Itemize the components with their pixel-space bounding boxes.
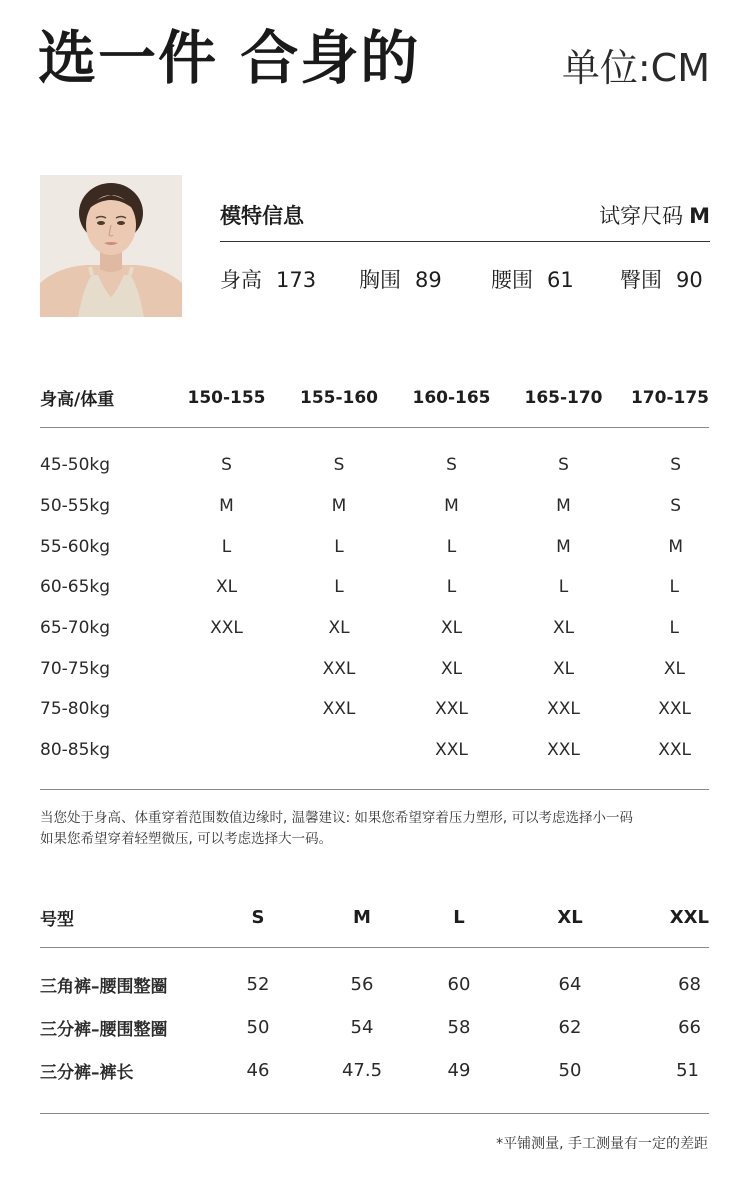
size-cell: XXL	[658, 740, 691, 761]
column-header: XL	[557, 907, 583, 929]
model-photo	[40, 175, 182, 317]
size-cell: XXL	[435, 740, 468, 761]
size-cell: XXL	[547, 740, 580, 761]
table-row	[40, 1049, 709, 1092]
size-cell: XL	[440, 658, 463, 679]
column-header: 170-175	[630, 387, 709, 408]
measure-label: 三角裤–腰围整圈	[40, 977, 168, 997]
table-row	[40, 608, 709, 649]
table-row	[40, 445, 709, 486]
size-cell: M	[444, 496, 459, 517]
size-cell: XL	[552, 658, 575, 679]
measure-cell: 49	[447, 1060, 471, 1081]
size-cell: XL	[440, 618, 463, 639]
weight-cell: 65-70kg	[40, 618, 111, 639]
measure-cell: 58	[447, 1017, 471, 1038]
table-row	[40, 526, 709, 567]
divider	[40, 1113, 709, 1114]
table-row	[40, 689, 709, 730]
measurement-label: 身高	[220, 268, 262, 292]
size-cell: L	[669, 577, 679, 598]
size-cell: S	[558, 455, 569, 476]
measure-label: 三分裤–裤长	[40, 1063, 134, 1083]
measurement-label: 胸围	[359, 268, 401, 292]
unit-label: 单位:CM	[561, 46, 710, 90]
measurement-value: 89	[415, 268, 442, 292]
weight-cell: 70-75kg	[40, 658, 111, 679]
size-cell: M	[556, 496, 571, 517]
size-cell	[170, 689, 283, 730]
measure-cell: 47.5	[341, 1060, 383, 1081]
measure-cell: 51	[676, 1060, 699, 1081]
column-header: 165-170	[524, 387, 603, 408]
size-cell: XXL	[547, 699, 580, 720]
table-row	[40, 567, 709, 608]
advice-line: 如果您希望穿着轻塑微压, 可以考虑选择大一码。	[40, 831, 333, 847]
model-bust	[359, 264, 442, 294]
size-cell: L	[334, 536, 344, 557]
measurement-footnote: *平铺测量, 手工测量有一定的差距	[496, 1136, 708, 1152]
size-cell: XXL	[322, 658, 356, 679]
column-header: 155-160	[299, 387, 379, 408]
weight-cell: 50-55kg	[40, 496, 111, 517]
advice-line: 当您处于身高、体重穿着范围数值边缘时, 温馨建议: 如果您希望穿着压力塑形, 可以考虑选择小一码	[40, 810, 634, 826]
measure-cell: 50	[558, 1060, 582, 1081]
corner-label: 身高/体重	[40, 390, 115, 411]
column-header: S	[251, 907, 265, 929]
size-cell: M	[668, 536, 683, 557]
measure-label: 三分裤–腰围整圈	[40, 1020, 168, 1040]
size-cell: XXL	[658, 699, 691, 720]
size-cell: XXL	[210, 618, 243, 639]
size-cell: XXL	[435, 699, 468, 720]
measurement-value: 90	[676, 268, 703, 292]
size-cell: S	[333, 455, 345, 476]
measure-cell: 66	[678, 1017, 701, 1038]
weight-cell: 60-65kg	[40, 577, 111, 598]
weight-cell: 75-80kg	[40, 699, 111, 720]
measurement-label: 臀围	[620, 268, 662, 292]
size-cell: M	[331, 496, 347, 517]
measurement-label: 腰围	[491, 268, 533, 292]
measure-cell: 54	[350, 1017, 374, 1038]
measurement-value: 173	[276, 268, 317, 292]
model-height	[220, 264, 316, 294]
try-size-value: M	[689, 204, 710, 228]
size-recommendation-table	[40, 369, 709, 771]
size-cell: L	[558, 577, 569, 598]
model-try-size	[599, 200, 710, 230]
size-cell: L	[669, 618, 679, 639]
size-cell: L	[446, 536, 457, 557]
size-cell: L	[334, 577, 344, 598]
measure-cell: 52	[246, 974, 270, 995]
size-cell: XXL	[322, 699, 356, 720]
try-size-label: 试穿尺码	[599, 204, 684, 228]
measure-cell: 62	[558, 1017, 582, 1038]
measure-cell: 64	[558, 974, 582, 995]
weight-cell: 80-85kg	[40, 740, 111, 761]
corner-label: 号型	[40, 910, 74, 931]
size-cell: S	[670, 496, 681, 517]
column-header: M	[353, 907, 371, 929]
fit-advice-note	[40, 808, 720, 850]
size-cell: M	[556, 536, 571, 557]
size-cell	[170, 648, 283, 689]
size-cell: S	[670, 455, 681, 476]
measurement-value: 61	[547, 268, 574, 292]
size-cell: XL	[215, 577, 238, 598]
column-header: L	[453, 907, 465, 929]
table-row	[40, 648, 709, 689]
table-row	[40, 730, 709, 771]
size-cell	[170, 730, 283, 771]
model-info-header	[220, 198, 710, 242]
divider	[40, 789, 709, 790]
model-hip	[620, 264, 703, 294]
size-cell: S	[446, 455, 457, 476]
measure-cell: 46	[246, 1060, 270, 1081]
measure-cell: 60	[447, 974, 471, 995]
measure-cell: 68	[678, 974, 701, 995]
model-info-title: 模特信息	[220, 204, 304, 228]
size-cell: XL	[328, 618, 350, 639]
size-cell: S	[221, 455, 232, 476]
page-title: 选一件 合身的	[38, 24, 421, 92]
column-header: 150-155	[187, 387, 266, 408]
size-cell: M	[219, 496, 234, 517]
size-cell: XL	[663, 658, 685, 679]
model-portrait-image	[40, 175, 182, 317]
size-cell	[283, 730, 395, 771]
model-waist	[491, 264, 574, 294]
table-row	[40, 963, 709, 1006]
size-cell: XL	[552, 618, 575, 639]
column-header: 160-165	[412, 387, 491, 408]
table-row	[40, 1006, 709, 1049]
column-header: XXL	[669, 907, 709, 929]
table-header-row	[40, 889, 709, 947]
weight-cell: 45-50kg	[40, 455, 111, 476]
measure-cell: 56	[350, 974, 374, 995]
size-cell: L	[221, 536, 232, 557]
measure-cell: 50	[246, 1017, 270, 1038]
table-row	[40, 486, 709, 527]
table-header-row	[40, 369, 709, 427]
weight-cell: 55-60kg	[40, 536, 111, 557]
size-cell: L	[446, 577, 457, 598]
garment-measurement-table	[40, 889, 709, 1092]
